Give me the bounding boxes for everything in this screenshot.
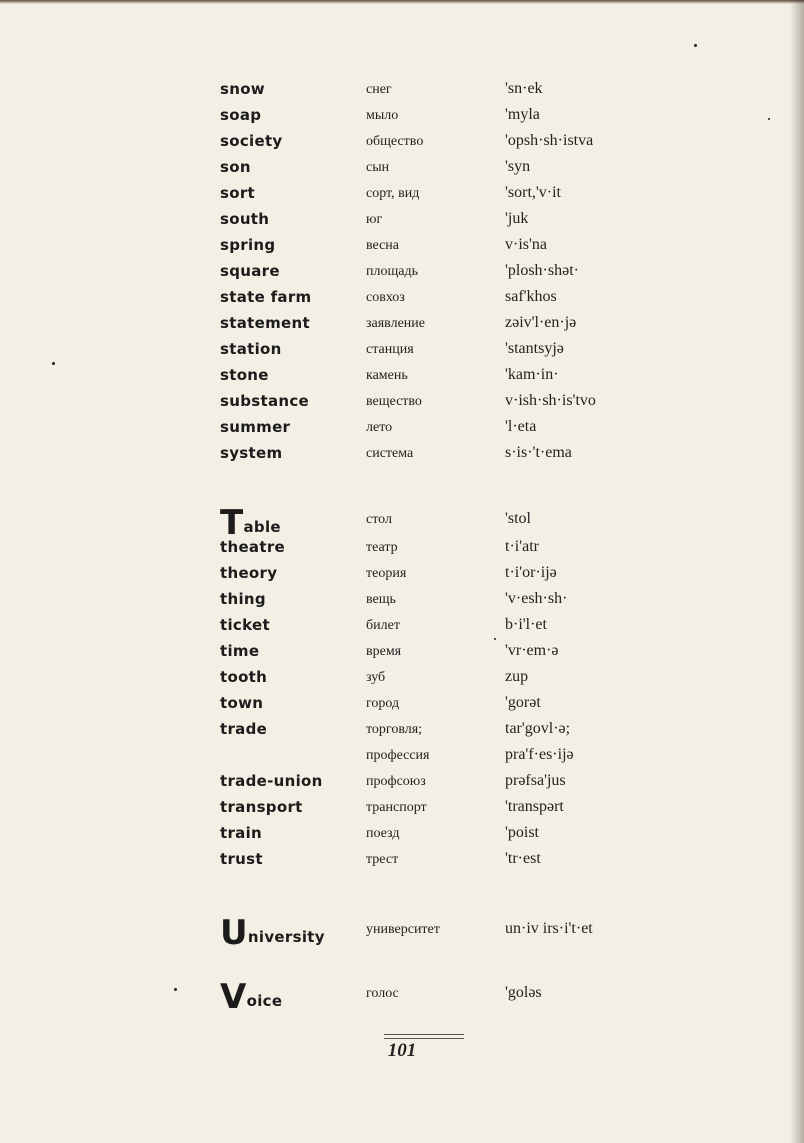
section-initial: U (220, 913, 248, 953)
glossary-row (0, 80, 804, 106)
transliteration: 'stol (505, 510, 531, 527)
transliteration: un·iv irs·i't·et (505, 920, 593, 937)
russian-word: билет (366, 618, 400, 633)
russian-word: профсоюз (366, 774, 426, 789)
english-word-text: ticket (220, 616, 270, 634)
russian-word: поезд (366, 826, 400, 841)
english-word (220, 106, 261, 124)
transliteration: v·ish·sh·is'tvo (505, 392, 596, 409)
english-word (220, 503, 281, 543)
english-word-text: time (220, 642, 260, 660)
transliteration: s·is·'t·ema (505, 444, 572, 461)
english-word-text: trade (220, 720, 268, 738)
transliteration: 'vr·em·ə (505, 642, 559, 659)
english-word (220, 590, 266, 608)
russian-word: станция (366, 342, 414, 357)
glossary-row (0, 106, 804, 132)
glossary-row (0, 668, 804, 694)
english-word-text: snow (220, 80, 265, 98)
transliteration: saf'khos (505, 288, 557, 305)
english-word (220, 642, 259, 660)
transliteration: 'tr·est (505, 850, 541, 867)
ink-speck (694, 44, 697, 47)
glossary-row (0, 184, 804, 210)
russian-word: зуб (366, 670, 386, 685)
russian-word: заявление (366, 316, 426, 331)
glossary-row (0, 746, 804, 772)
transliteration: 'sort,'v·it (505, 184, 561, 201)
russian-word: юг (366, 212, 383, 227)
glossary-row (0, 418, 804, 444)
english-word-text: society (220, 132, 283, 150)
english-word-text: transport (220, 798, 303, 816)
english-word-text: niversity (247, 928, 325, 946)
english-word (220, 236, 275, 254)
glossary-row (0, 694, 804, 720)
transliteration: zəiv'l·en·jə (505, 314, 577, 331)
english-word (220, 288, 311, 306)
transliteration: 'sn·ek (505, 80, 543, 97)
english-word-text: oice (246, 992, 283, 1010)
transliteration: 'poist (505, 824, 539, 841)
english-word-text: town (220, 694, 264, 712)
english-word-text: trade-union (220, 772, 323, 790)
english-word-text: station (220, 340, 282, 358)
english-word-text: sort (220, 184, 256, 202)
transliteration: 'transpərt (505, 798, 564, 815)
glossary-row (0, 538, 804, 564)
english-word (220, 184, 255, 202)
english-word-text: stone (220, 366, 269, 384)
glossary-row (0, 850, 804, 876)
glossary-row (0, 444, 804, 470)
glossary-row (0, 616, 804, 642)
english-word-text: tooth (220, 668, 268, 686)
russian-word: снег (366, 82, 392, 97)
transliteration: tar'govl·ə; (505, 720, 571, 737)
glossary-row (0, 913, 804, 953)
page-number: 101 (387, 1040, 417, 1061)
russian-word: стол (366, 512, 392, 527)
english-word-text: system (220, 444, 283, 462)
russian-word: трест (366, 852, 399, 867)
russian-word: общество (366, 134, 424, 149)
english-word (220, 977, 283, 1017)
english-word (220, 418, 290, 436)
glossary-row (0, 340, 804, 366)
glossary-row (0, 503, 804, 543)
russian-word: город (366, 696, 400, 711)
english-word-text: statement (220, 314, 310, 332)
glossary-row (0, 824, 804, 850)
transliteration: b·i'l·et (505, 616, 547, 633)
transliteration: 'opsh·sh·istva (505, 132, 594, 149)
section-initial: V (220, 977, 247, 1017)
english-word (220, 564, 277, 582)
transliteration: prəfsa'jus (505, 772, 566, 789)
english-word (220, 262, 280, 280)
transliteration: zup (505, 668, 529, 685)
russian-word: площадь (366, 264, 418, 279)
english-word (220, 392, 309, 410)
english-word-text: summer (220, 418, 291, 436)
glossary-row (0, 720, 804, 746)
glossary-row (0, 392, 804, 418)
russian-word: совхоз (366, 290, 405, 305)
english-word-text: able (243, 518, 281, 536)
english-word (220, 132, 283, 150)
english-word (220, 913, 325, 953)
transliteration: 'stantsyjə (505, 340, 564, 357)
english-word-text: substance (220, 392, 310, 410)
glossary-row (0, 772, 804, 798)
transliteration: 'l·eta (505, 418, 537, 435)
english-word-text: spring (220, 236, 276, 254)
page-number-rule (384, 1034, 464, 1035)
glossary-row (0, 158, 804, 184)
english-word (220, 798, 303, 816)
russian-word: время (366, 644, 402, 659)
english-word (220, 850, 263, 868)
russian-word: сын (366, 160, 390, 175)
transliteration: t·i'or·ijə (505, 564, 557, 581)
russian-word: весна (366, 238, 400, 253)
english-word-text: trust (220, 850, 263, 868)
page-number-rule (384, 1038, 464, 1039)
russian-word: лето (366, 420, 393, 435)
russian-word: торговля; (366, 722, 423, 737)
transliteration: 'syn (505, 158, 531, 175)
russian-word: вещество (366, 394, 422, 409)
glossary-row (0, 642, 804, 668)
english-word (220, 538, 285, 556)
english-word (220, 314, 310, 332)
russian-word: университет (366, 922, 440, 937)
glossary-row (0, 590, 804, 616)
russian-word: транспорт (366, 800, 427, 815)
english-word-text: square (220, 262, 280, 280)
russian-word: сорт, вид (366, 186, 420, 201)
english-word (220, 444, 282, 462)
transliteration: pra'f·es·ijə (505, 746, 574, 763)
russian-word: театр (366, 540, 398, 555)
page-top-edge (0, 0, 804, 4)
glossary-row (0, 366, 804, 392)
russian-word: вещь (366, 592, 396, 607)
glossary-row (0, 132, 804, 158)
glossary-row (0, 798, 804, 824)
english-word (220, 210, 269, 228)
transliteration: 'plosh·shət· (505, 262, 579, 279)
glossary-row (0, 288, 804, 314)
transliteration: 'goləs (505, 984, 542, 1001)
glossary-row (0, 262, 804, 288)
russian-word: голос (366, 986, 399, 1001)
glossary-row (0, 977, 804, 1017)
english-word-text: theatre (220, 538, 285, 556)
english-word-text: state farm (220, 288, 312, 306)
glossary-row (0, 236, 804, 262)
english-word-text: theory (220, 564, 278, 582)
english-word-text: thing (220, 590, 266, 608)
transliteration: 'kam·in· (505, 366, 559, 383)
russian-word: система (366, 446, 414, 461)
english-word (220, 824, 262, 842)
english-word (220, 158, 251, 176)
english-word-text: soap (220, 106, 262, 124)
russian-word: мыло (366, 108, 399, 123)
russian-word: теория (366, 566, 407, 581)
transliteration: 'myla (505, 106, 540, 123)
transliteration: 'v·esh·sh· (505, 590, 568, 607)
english-word (220, 366, 269, 384)
section-initial: T (220, 503, 244, 543)
english-word (220, 720, 267, 738)
english-word-text: son (220, 158, 251, 176)
russian-word: камень (366, 368, 408, 383)
english-word (220, 772, 323, 790)
transliteration: t·i'atr (505, 538, 539, 555)
english-word-text: south (220, 210, 270, 228)
transliteration: v·is'na (505, 236, 547, 253)
russian-word: профессия (366, 748, 430, 763)
english-word (220, 668, 267, 686)
english-word (220, 616, 270, 634)
english-word-text: train (220, 824, 263, 842)
glossary-row (0, 210, 804, 236)
transliteration: 'gorət (505, 694, 541, 711)
english-word (220, 694, 263, 712)
english-word (220, 340, 282, 358)
english-word (220, 80, 265, 98)
glossary-row (0, 564, 804, 590)
transliteration: 'juk (505, 210, 529, 227)
glossary-row (0, 314, 804, 340)
